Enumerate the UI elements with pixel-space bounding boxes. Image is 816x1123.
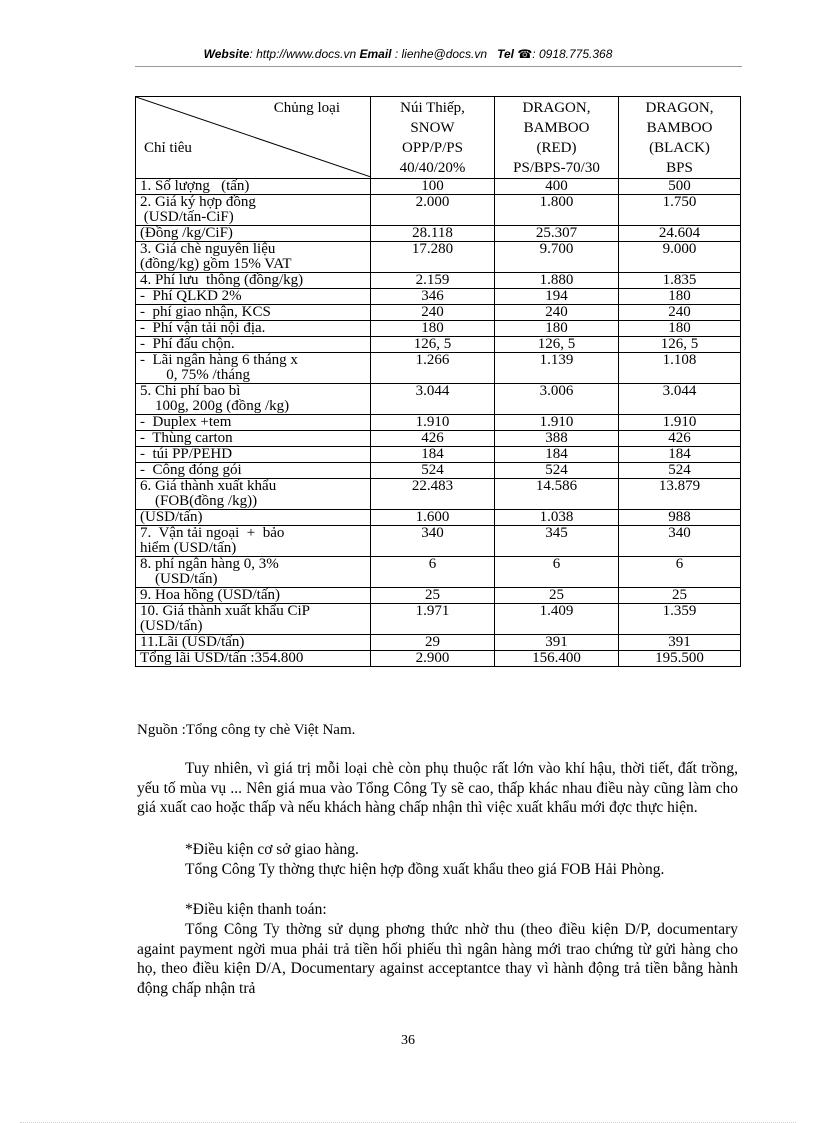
- row-value: 1.750: [619, 195, 741, 226]
- row-value: 180: [495, 321, 619, 337]
- row-label: 9. Hoa hồng (USD/tấn): [136, 588, 371, 604]
- row-value: 184: [619, 447, 741, 463]
- table-row: [136, 384, 741, 415]
- row-value: 345: [495, 526, 619, 557]
- row-value: 9.000: [619, 242, 741, 273]
- row-value: 126, 5: [371, 337, 495, 353]
- row-value: 180: [371, 321, 495, 337]
- row-value: 25: [371, 588, 495, 604]
- row-label: - túi PP/PEHD: [136, 447, 371, 463]
- row-value: 1.108: [619, 353, 741, 384]
- row-value: 1.600: [371, 510, 495, 526]
- row-value: 1.910: [619, 415, 741, 431]
- row-value: 3.044: [371, 384, 495, 415]
- row-label: (USD/tấn): [136, 510, 371, 526]
- row-value: 500: [619, 179, 741, 195]
- row-label: 11.Lãi (USD/tấn): [136, 635, 371, 651]
- row-value: 1.910: [495, 415, 619, 431]
- row-value: 126, 5: [619, 337, 741, 353]
- row-value: 1.971: [371, 604, 495, 635]
- row-value: 24.604: [619, 226, 741, 242]
- row-label: 1. Số lượng (tấn): [136, 179, 371, 195]
- row-value: 1.800: [495, 195, 619, 226]
- row-value: 1.359: [619, 604, 741, 635]
- row-value: 388: [495, 431, 619, 447]
- row-value: 195.500: [619, 651, 741, 667]
- tel-value: : 0918.775.368: [532, 47, 613, 61]
- column-header-2: DRAGON, BAMBOO (RED) PS/BPS-70/30: [495, 97, 619, 179]
- row-label: - phí giao nhận, KCS: [136, 305, 371, 321]
- table-row: [136, 604, 741, 635]
- row-value: 426: [371, 431, 495, 447]
- table-row: [136, 289, 741, 305]
- table-row: [136, 273, 741, 289]
- row-value: 6: [619, 557, 741, 588]
- row-value: 2.900: [371, 651, 495, 667]
- row-value: 180: [619, 289, 741, 305]
- paragraph-1: Tuy nhiên, vì giá trị mỗi loại chè còn phụ thuộc rất lớn vào khí hậu, thời tiết, đất trồng, yếu tố mùa vụ ... Nên giá mua vào Tổng Công Ty sẽ cao, thấp khác nhau điều này cũng làm cho giá xuất cao hoặc thấp và nếu khách hàng chấp nhận thì việc xuất khẩu mới đợc thực hiện.: [137, 760, 738, 816]
- table-row: [136, 510, 741, 526]
- row-label: 6. Giá thành xuất khẩu (FOB(đồng /kg)): [136, 479, 371, 510]
- row-label: - Phí vận tải nội địa.: [136, 321, 371, 337]
- row-label: - Công đóng gói: [136, 463, 371, 479]
- row-label: - Thùng carton: [136, 431, 371, 447]
- website-label: Website: [203, 47, 250, 61]
- table-row: [136, 337, 741, 353]
- table-row: [136, 195, 741, 226]
- row-value: 1.139: [495, 353, 619, 384]
- table-row: [136, 415, 741, 431]
- row-value: 1.266: [371, 353, 495, 384]
- row-value: 3.044: [619, 384, 741, 415]
- tel-label: Tel: [497, 47, 514, 61]
- row-label: Tổng lãi USD/tấn :354.800: [136, 651, 371, 667]
- email-value[interactable]: : lienhe@docs.vn: [391, 47, 488, 61]
- table-row: [136, 557, 741, 588]
- row-label: 7. Vận tải ngoại + bảo hiểm (USD/tấn): [136, 526, 371, 557]
- paragraph-2: *Điều kiện cơ sở giao hàng.: [185, 841, 359, 858]
- table-row: [136, 305, 741, 321]
- table-row: [136, 321, 741, 337]
- paragraph-4: *Điều kiện thanh toán:: [185, 901, 327, 918]
- page-header: [0, 47, 816, 61]
- row-value: 988: [619, 510, 741, 526]
- row-value: 346: [371, 289, 495, 305]
- row-label: - Phí QLKD 2%: [136, 289, 371, 305]
- row-value: 22.483: [371, 479, 495, 510]
- row-value: 524: [619, 463, 741, 479]
- row-value: 524: [495, 463, 619, 479]
- row-value: 3.006: [495, 384, 619, 415]
- row-value: 194: [495, 289, 619, 305]
- corner-cell: [136, 97, 371, 179]
- row-value: 391: [619, 635, 741, 651]
- table-row: [136, 588, 741, 604]
- cost-table: [135, 96, 741, 667]
- row-label: - Lãi ngân hàng 6 tháng x 0, 75% /tháng: [136, 353, 371, 384]
- row-value: 156.400: [495, 651, 619, 667]
- row-value: 240: [619, 305, 741, 321]
- row-value: 25: [619, 588, 741, 604]
- row-value: 2.159: [371, 273, 495, 289]
- column-header-3: DRAGON, BAMBOO (BLACK) BPS: [619, 97, 741, 179]
- table-source: Nguồn :Tổng công ty chè Việt Nam.: [137, 722, 356, 738]
- row-value: 524: [371, 463, 495, 479]
- row-value: 1.038: [495, 510, 619, 526]
- paragraph-3: Tổng Công Ty thờng thực hiện hợp đồng xuất khẩu theo giá FOB Hải Phòng.: [185, 861, 665, 878]
- row-label: (Đồng /kg/CiF): [136, 226, 371, 242]
- table-row: [136, 651, 741, 667]
- row-value: 391: [495, 635, 619, 651]
- row-label: 3. Giá chè nguyên liệu (đồng/kg) gồm 15% VAT: [136, 242, 371, 273]
- row-value: 25: [495, 588, 619, 604]
- row-value: 240: [495, 305, 619, 321]
- table-row: [136, 447, 741, 463]
- row-value: 9.700: [495, 242, 619, 273]
- corner-top-label: Chủng loại: [273, 100, 340, 116]
- row-value: 17.280: [371, 242, 495, 273]
- row-value: 13.879: [619, 479, 741, 510]
- row-label: 10. Giá thành xuất khẩu CiP (USD/tấn): [136, 604, 371, 635]
- row-value: 240: [371, 305, 495, 321]
- row-value: 1.835: [619, 273, 741, 289]
- table-row: [136, 635, 741, 651]
- page-number: 36: [401, 1033, 415, 1048]
- row-label: 4. Phí lưu thông (đồng/kg): [136, 273, 371, 289]
- row-value: 426: [619, 431, 741, 447]
- table-header-row: [136, 97, 741, 179]
- table-row: [136, 226, 741, 242]
- corner-bottom-label: Chỉ tiêu: [144, 140, 192, 156]
- row-label: 2. Giá ký hợp đồng (USD/tấn-CiF): [136, 195, 371, 226]
- row-value: 126, 5: [495, 337, 619, 353]
- row-value: 6: [495, 557, 619, 588]
- row-value: 184: [495, 447, 619, 463]
- row-value: 340: [371, 526, 495, 557]
- paragraph-5: Tổng Công Ty thờng sử dụng phơng thức nhờ thu (theo điều kiện D/P, documentary againt payment ngời mua phải trả tiền hối phiếu thì ngân hàng mới trao chứng từ gửi hàng cho họ, theo điều kiện D/A, Documentary against acceptantce thay vì hành động trả tiền bằng hành động chấp nhận trả: [137, 921, 738, 997]
- row-value: 340: [619, 526, 741, 557]
- row-label: - Duplex +tem: [136, 415, 371, 431]
- row-value: 28.118: [371, 226, 495, 242]
- row-value: 25.307: [495, 226, 619, 242]
- row-value: 1.880: [495, 273, 619, 289]
- table-row: [136, 479, 741, 510]
- table-row: [136, 179, 741, 195]
- row-label: 8. phí ngân hàng 0, 3% (USD/tấn): [136, 557, 371, 588]
- row-value: 100: [371, 179, 495, 195]
- table-row: [136, 353, 741, 384]
- row-value: 180: [619, 321, 741, 337]
- row-value: 6: [371, 557, 495, 588]
- row-value: 29: [371, 635, 495, 651]
- phone-icon: ☎: [517, 47, 533, 61]
- website-value[interactable]: : http://www.docs.vn: [249, 47, 357, 61]
- row-label: - Phí đấu chộn.: [136, 337, 371, 353]
- row-value: 1.910: [371, 415, 495, 431]
- row-label: 5. Chi phí bao bì 100g, 200g (đồng /kg): [136, 384, 371, 415]
- header-divider: [135, 66, 742, 67]
- row-value: 184: [371, 447, 495, 463]
- email-label: Email: [359, 47, 392, 61]
- row-value: 2.000: [371, 195, 495, 226]
- row-value: 14.586: [495, 479, 619, 510]
- row-value: 400: [495, 179, 619, 195]
- row-value: 1.409: [495, 604, 619, 635]
- table-row: [136, 242, 741, 273]
- table-row: [136, 526, 741, 557]
- table-row: [136, 431, 741, 447]
- column-header-1: Núi Thiếp, SNOW OPP/P/PS 40/40/20%: [371, 97, 495, 179]
- table-row: [136, 463, 741, 479]
